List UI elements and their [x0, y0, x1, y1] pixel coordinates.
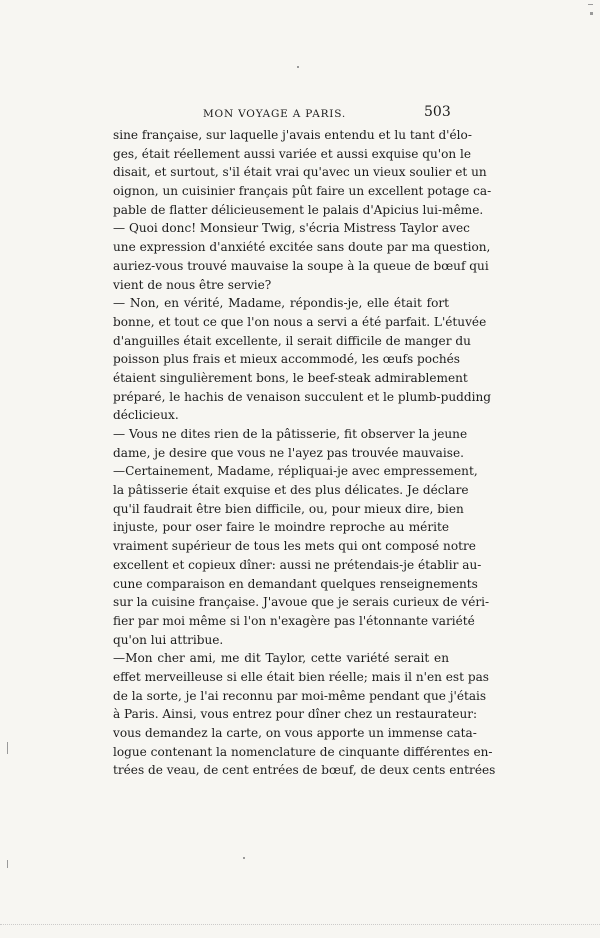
scan-mark [243, 857, 245, 859]
text-line: ges, était réellement aussi variée et aussi exquise qu'on le [113, 146, 472, 161]
text-line: étaient singulièrement bons, le beef-steak admirablement [113, 370, 468, 385]
text-line: fier par moi même si l'on n'exagère pas l'étonnante variété [113, 613, 475, 628]
text-line: dame, je desire que vous ne l'ayez pas trouvée mauvaise. [113, 445, 464, 460]
page-number: 503 [424, 104, 451, 120]
text-line: la pâtisserie était exquise et des plus délicates. Je déclare [113, 483, 469, 498]
text-line: effet merveilleuse si elle était bien réelle; mais il n'en est pas [113, 669, 489, 684]
text-line: vient de nous être servie? [113, 277, 272, 292]
text-line: poisson plus frais et mieux accommodé, les œufs pochés [113, 352, 460, 367]
text-line: excellent et copieux dîner: aussi ne prétendais-je établir au- [113, 557, 482, 572]
text-body [113, 126, 496, 780]
text-line: oignon, un cuisinier français pût faire un excellent potage ca- [113, 184, 492, 199]
text-line: logue contenant la nomenclature de cinquante différentes en- [113, 744, 493, 759]
text-line: bonne, et tout ce que l'on nous a servi a été parfait. L'étuvée [113, 314, 487, 329]
page-header [0, 104, 600, 124]
text-line: qu'il faudrait être bien difficile, ou, pour mieux dire, bien [113, 501, 464, 516]
text-line: trées de veau, de cent entrées de bœuf, de deux cents entrées [113, 763, 496, 778]
text-line: pable de flatter délicieusement le palais d'Apicius lui-même. [113, 202, 484, 217]
text-line: —Certainement, Madame, répliquai-je avec empressement, [113, 464, 478, 479]
text-line: d'anguilles était excellente, il serait difficile de manger du [113, 333, 471, 348]
text-line: vous demandez la carte, on vous apporte un immense cata- [113, 726, 477, 740]
text-line: injuste, pour oser faire le moindre reproche au mérite [113, 520, 449, 535]
scan-mark [588, 4, 593, 5]
text-line: vraiment supérieur de tous les mets qui ont composé notre [113, 539, 476, 554]
text-line: sur la cuisine française. J'avoue que je serais curieux de véri- [113, 595, 490, 610]
text-line: à Paris. Ainsi, vous entrez pour dîner chez un restaurateur: [113, 707, 478, 722]
text-line: auriez-vous trouvé mauvaise la soupe à la queue de bœuf qui [113, 258, 489, 273]
text-line: —Mon cher ami, me dit Taylor, cette variété serait en [113, 651, 449, 666]
page-edge [0, 924, 600, 926]
text-line: cune comparaison en demandant quelques renseignements [113, 576, 478, 591]
text-line: une expression d'anxiété excitée sans doute par ma question, [113, 240, 491, 255]
scan-mark [297, 66, 299, 68]
running-head: MON VOYAGE A PARIS. [203, 108, 346, 120]
text-line: préparé, le hachis de venaison succulent et le plumb-pudding [113, 389, 492, 404]
text-line: de la sorte, je l'ai reconnu par moi-même pendant que j'étais [113, 688, 487, 703]
text-line: qu'on lui attribue. [113, 632, 224, 647]
scan-mark [590, 12, 593, 15]
scan-mark [7, 860, 8, 868]
text-line: sine française, sur laquelle j'avais entendu et lu tant d'élo- [113, 128, 472, 142]
text-line: — Vous ne dites rien de la pâtisserie, fit observer la jeune [113, 427, 468, 441]
text-line: — Quoi donc! Monsieur Twig, s'écria Mistress Taylor avec [113, 221, 470, 236]
scan-mark [7, 742, 8, 754]
text-line: disait, et surtout, s'il était vrai qu'avec un vieux soulier et un [113, 165, 487, 180]
text-line: — Non, en vérité, Madame, répondis-je, elle était fort [113, 296, 449, 311]
text-line: déclicieux. [113, 408, 179, 423]
